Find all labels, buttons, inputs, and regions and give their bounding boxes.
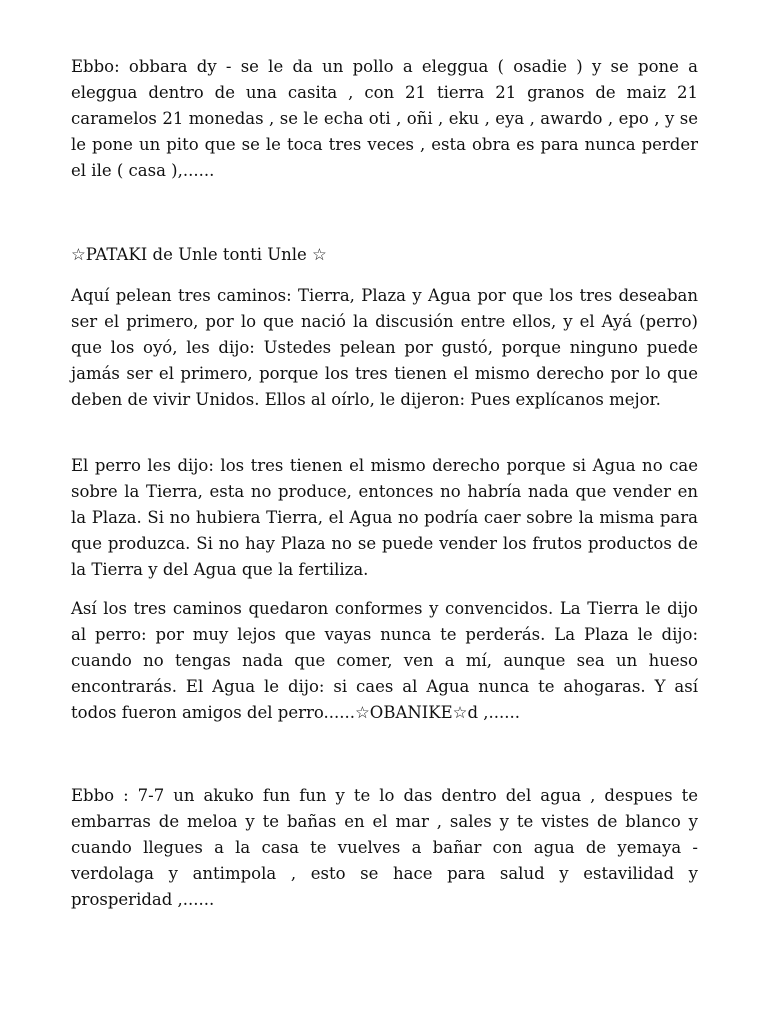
pataki-paragraph-3: Así los tres caminos quedaron conformes y convencidos. La Tierra le dijo al perro: por muy lejos que vayas nunca te perderás. La Plaza le dijo: cuando no tengas nada que comer, ven a mí, aunque sea un hueso encontrarás. El Agua le dijo: si caes al Agua nunca te ahogaras. Y así todos fueron amigos del perro......☆OBANIKE☆d ,...... xyxy=(71,599,698,722)
pataki-paragraph-1: Aquí pelean tres caminos: Tierra, Plaza y Agua por que los tres deseaban ser el primero, por lo que nació la discusión entre ellos, y el Ayá (perro) que los oyó, les dijo: Ustedes pelean por gustó, porque ninguno puede jamás ser el primero, porque los tres tienen el mismo derecho por lo que deben de vivir Unidos. Ellos al oírlo, le dijeron: Pues explícanos mejor. xyxy=(71,286,698,409)
ebbo-akuko-paragraph: Ebbo : 7-7 un akuko fun fun y te lo das dentro del agua , despues te embarras de meloa y te bañas en el mar , sales y te vistes de blanco y cuando llegues a la casa te vuelves a bañar con agua de yemaya - verdolaga y antimpola , esto se hace para salud y estavilidad y prosperidad ,...... xyxy=(71,786,698,909)
ebbo-obbara-paragraph: Ebbo: obbara dy - se le da un pollo a eleggua ( osadie ) y se pone a eleggua dentro de una casita , con 21 tierra 21 granos de maiz 21 caramelos 21 monedas , se le echa oti , oñi , eku , eya , awardo , epo , y se le pone un pito que se le toca tres veces , esta obra es para nunca perder el ile ( casa ),...... xyxy=(71,57,698,180)
pataki-paragraph-2: El perro les dijo: los tres tienen el mismo derecho porque si Agua no cae sobre la Tierra, esta no produce, entonces no habría nada que vender en la Plaza. Si no hubiera Tierra, el Agua no podría caer sobre la misma para que produzca. Si no hay Plaza no se puede vender los frutos productos de la Tierra y del Agua que la fertiliza. xyxy=(71,456,698,579)
pataki-heading: ☆PATAKI de Unle tonti Unle ☆ xyxy=(71,245,327,264)
